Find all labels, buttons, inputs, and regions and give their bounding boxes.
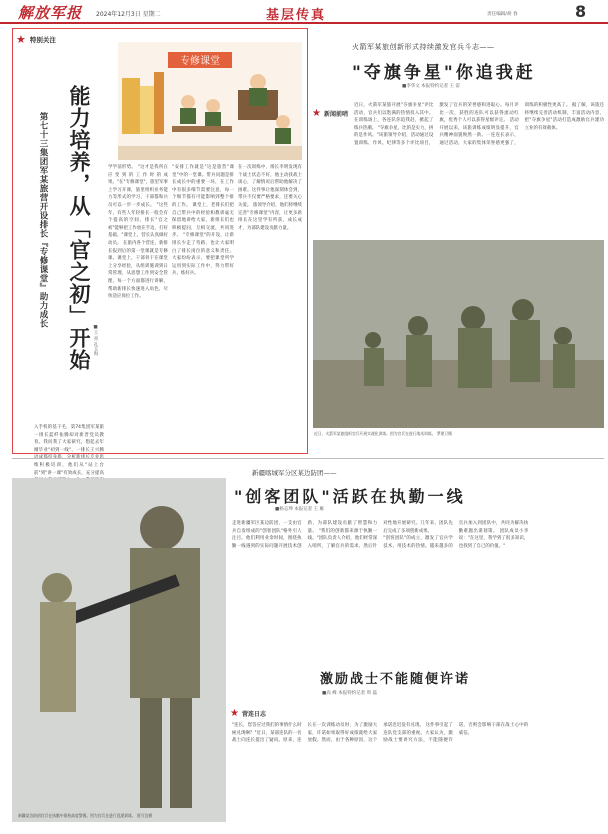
issue-date: 2024年12月3日 星期二 [96,11,161,18]
photo-illustration [313,240,604,428]
photo-illustration [12,478,226,822]
feature-byline: ■王 亮 孔玉海 [93,325,98,356]
lower-story-title: "创客团队"活跃在执勤一线 [234,487,466,506]
section-title: 基层传真 [266,8,327,23]
lower-story-byline: ■杨志坤 本报记者 王 雁 [275,507,325,512]
star-icon: ★ [230,708,239,719]
lower-story-body-a: 走进新疆军区某边防团，一支由官兵自发组成的"创客团队"格外引人注目。他们利用业余时间，围绕执勤一线遇到的实际问题开展技术创新，为部队建设贡献了智慧和力量。 "我们的创新都来源于执勤一线。"团队负责人介绍，他们经常深入哨所，了解官兵的需求，然后针对性地开展研究。几年来，团队先后完成了多项创新成果。 "创客团队"的成立，激发了官兵学技术、用技术的热情。越来越多的官兵加入到团队中，共同为解决执勤难题出谋划策。 团队成员小李说："在这里，我学到了很多知识，也找到了自己的价值。" [232,521,529,549]
star-icon: ★ [312,108,321,119]
right-story-title: "夺旗争星"你追我赶 [352,63,536,83]
news-tag-label: 新闻前哨 [323,111,348,118]
feature-subhead: 第七十三集团军某旅营开设排长『专修课堂』助力成长 [38,112,48,328]
feature-tag-label: 特别关注 [29,35,56,44]
right-story-kicker: 火箭军某旅创新形式持续激发官兵斗志—— [352,43,495,51]
small-story-body: "连长，您答应过我们的事情什么时候兑现啊？"近日，某部连队的一名战士向连长提出了疑问。原来，连长在一次训练动员时，为了激励大家，许诺如果取得好成绩就给大家放假。然而，由于各种原因，这个承诺迟迟没有兑现。 这件事引起了连队党支部的重视。大家认为，激励战士要讲究方法，不能随便许诺，否则会影响干部在战士心中的威信。 [232,723,529,744]
diary-tag [230,708,266,719]
soldiers-training-photo [313,240,604,428]
small-story-byline: ■高 峰 本报特约记者 周 磊 [322,691,377,696]
feature-body-col4: 在一次训练中，排长李明发现有个战士状态不好，他主动找战士谈心，了解情况后帮助他解决了困难。这件事让他深刻体会到，带兵不仅要严格要求，还要关心关爱。 旅领导介绍，他们将继续完善"专修课堂"内容，让更多新排长在这里学有所获，成长成才，为部队建设贡献力量。 [238,165,302,231]
feature-body-col1: 入手机的基干毛，第74集团军某旅一排长蓝纤佑腾却对新晋党员教育。我问我了大家研究，想起去年刚毕业"初到一线"，一排长王兴腾 维积极培训，他们从"站上台前"到"讲一课"有效成长，充分提高 [34,425,104,476]
right-story-body: 近日，火箭军某旅开展"夺旗争星"评比活动，官兵们以饱满的热情投入其中。在训练场上，各连队你追我赶，掀起了练兵热潮。 "夺旗争星，比的是实力，拼的是作风。"该旅领导介绍，活动通过设置训练、作风、纪律等多个评比项目，激发了官兵的荣誉感和进取心。每月评比一次，获胜的连队可以获得流动红旗，优秀个人可以获得星级评定。 活动开展以来，该旅训练成绩明显提升，官兵精神面貌焕然一新。一连连长表示，通过活动，大家的集体荣誉感更强了，训练的积极性更高了。 据了解，该旅还将继续完善活动机制，丰富活动内容，把"夺旗争星"活动打造成激励官兵建功立业的有效载体。 [354,103,604,146]
editor-credit: 责任编辑/胡 春 [487,12,518,17]
lower-story-body-b: "创客团队"的成立，激发了官兵学技术、用技术的热情。越来越多的官兵加入到团队中，共同为解决执勤难题出谋划策。 团队成员小李说："在这里，我学到了很多知识，也找到了自己的价值。" [383,521,529,549]
small-story-title: 激励战士不能随便许诺 [320,672,471,687]
star-icon: ★ [16,32,26,46]
lower-story-kicker: 新疆喀城军分区某边防团—— [252,469,337,477]
diary-tag-label: 营连日志 [241,711,266,718]
page-number: 8 [575,2,587,21]
right-photo-caption: 近日，火箭军某旅组织官兵开展实战化训练。图为官兵在进行战术训练。 罗建卫摄 [314,431,452,436]
border-patrol-photo [12,478,226,822]
cartoon-sign-text: 专修课堂 [180,56,220,67]
newspaper-logo: 解放军报 [18,4,83,22]
feature-body-col3: "安排工作就是"这是旅营"课堂"中的一堂课。带兵问题是排长成长中的重要一环，在工作中有很多细节需要注意，每一个细节都有可能影响到整个排的工作。 课堂上，老排长们把自己带兵中的经验和教训毫无保留地讲给大家，新排长们也积极提问，互相交流，共同进步。 "专修课堂"的开设，让新排长少走了弯路，也让大家明白了排长岗位的意义和责任。大家纷纷表示，要把课堂所学运用到实际工作中，努力带好兵、练好兵。 [172,165,234,277]
section-divider [12,458,604,459]
feature-tag [16,33,56,45]
cartoon-illustration [118,42,302,160]
news-tag [312,108,348,119]
feature-headline: 能力培养，从「官之初」开始 [67,85,92,371]
lower-photo-caption: 新疆某边防团官兵在执勤中保持高度警惕。图为官兵在进行巡逻训练。 贾可宜摄 [18,813,153,818]
right-story-byline: ■李华文 本报特约记者 王 雷 [402,84,461,89]
classroom-cartoon [118,42,302,160]
feature-body-col2: 学学前形势。 "这才是我所在应变到的工作时的成果。"在"专修课堂"，旅里军事上学习开课，旅里组织业务能力等形式的学习，干部都和兵员可以一步一步成长。 "这些年，有些人年轻排长一般会有个提高的空间，排长"官之初"能够把工作放在手边，打好基础。"课堂上，营长认真做好动员。 在旅内各个营连，新排长报到后的第一堂课就是专修课。课堂上，干部骨干在课堂上分享经验，从组训施训到日常管理，从思想工作到安全管理，每一个方面都进行讲解，帮助新排长快速进入角色，尽快适应岗位工作。 [108,165,168,300]
